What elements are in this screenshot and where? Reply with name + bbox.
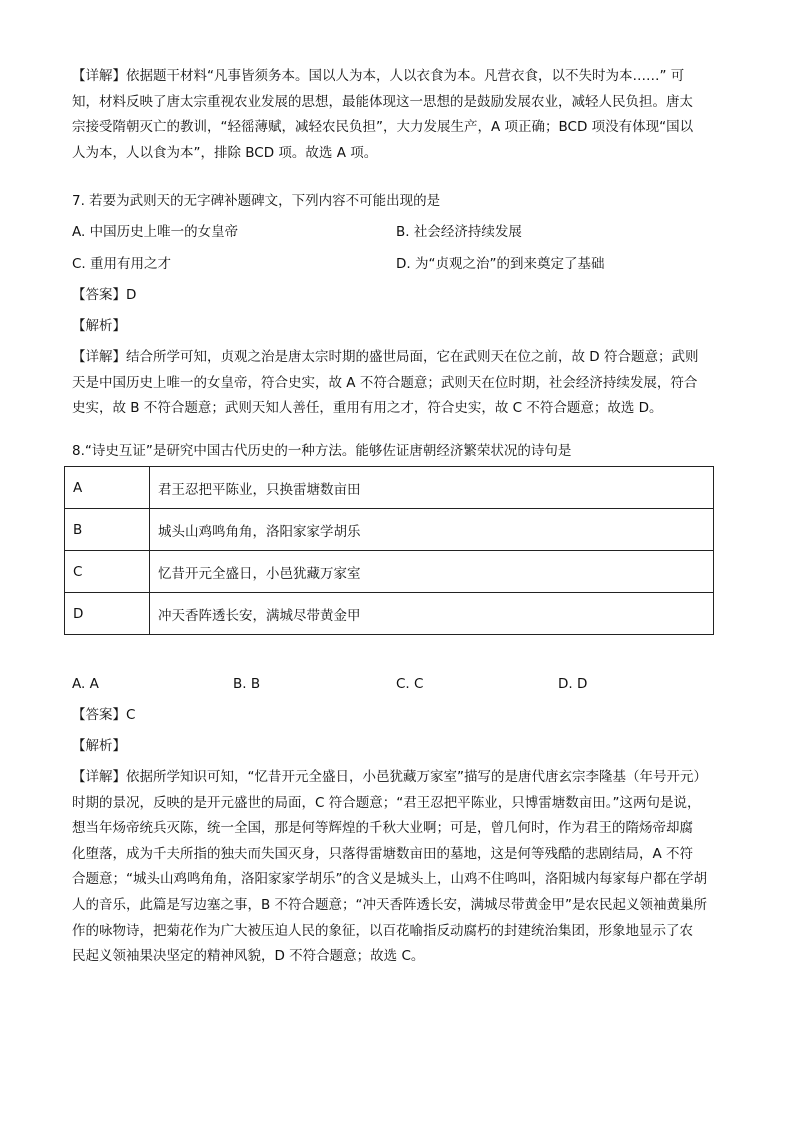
table-cell-poem: 君王忍把平陈业，只换雷塘数亩田	[150, 467, 714, 509]
q8-option-d: D. D	[558, 676, 588, 692]
table-row	[65, 551, 714, 593]
q8-detail-line: 【详解】依据所学知识可知，“忆昔开元全盛日，小邑犹藏万家室”描写的是唐代唐玄宗李隆基（年号开元）	[72, 769, 707, 785]
q8-answer: 【答案】C	[72, 707, 136, 723]
q7-detail-line: 【详解】结合所学可知，贞观之治是唐太宗时期的盛世局面，它在武则天在位之前，故 D 符合题意；武则	[72, 349, 699, 365]
table-row	[65, 593, 714, 635]
q7-analysis-label: 【解析】	[72, 318, 126, 334]
table-cell-label: A	[65, 467, 150, 509]
q7-option-a: A. 中国历史上唯一的女皇帝	[72, 224, 239, 240]
q8-option-a: A. A	[72, 676, 99, 692]
q8-detail-line: 民起义领袖果决坚定的精神风貌，D 不符合题意；故选 C。	[72, 948, 425, 965]
table-row	[65, 509, 714, 551]
table-cell-poem: 城头山鸡鸣角角，洛阳家家学胡乐	[150, 509, 714, 551]
q7-option-d: D. 为“贞观之治”的到来奠定了基础	[396, 256, 605, 272]
q8-detail-line: 作的咏物诗，把菊花作为广大被压迫人民的象征，以百花喻指反动腐朽的封建统治集团，形象地显示了农	[72, 922, 693, 939]
q8-detail-line: 化堕落，成为千夫所指的独夫而失国灭身，只落得雷塘数亩田的墓地，这是何等残酷的悲剧结局，A 不符	[72, 845, 694, 862]
q8-detail-line: 人的音乐，此篇是写边塞之事，B 不符合题意；“冲天香阵透长安，满城尽带黄金甲”是农民起义领袖黄巢所	[72, 896, 708, 913]
table-cell-poem: 冲天香阵透长安，满城尽带黄金甲	[150, 593, 714, 635]
table-row	[65, 467, 714, 509]
table-cell-label: B	[65, 509, 150, 551]
q7-stem: 7. 若要为武则天的无字碑补题碑文，下列内容不可能出现的是	[72, 193, 441, 209]
q6-detail-line: 宗接受隋朝灭亡的教训，“轻徭薄赋，减轻农民负担”，大力发展生产，A 项正确；BCD 项没有体现“国以	[72, 119, 694, 136]
q8-detail-line: 想当年炀帝统兵灭陈，统一全国，那是何等辉煌的千秋大业啊；可是，曾几何时，作为君王的隋炀帝却腐	[72, 820, 693, 837]
q8-option-b: B. B	[233, 676, 261, 692]
q7-option-c: C. 重用有用之才	[72, 256, 172, 272]
q6-detail	[72, 64, 722, 166]
table-cell-label: C	[65, 551, 150, 593]
q6-detail-line: 人为本，人以食为本”，排除 BCD 项。故选 A 项。	[72, 144, 378, 161]
q8-detail	[72, 765, 722, 970]
q8-stem: 8.“诗史互证”是研究中国古代历史的一种方法。能够佐证唐朝经济繁荣状况的诗句是	[72, 443, 572, 459]
q8-options-table	[64, 466, 714, 635]
table-cell-poem: 忆昔开元全盛日，小邑犹藏万家室	[150, 551, 714, 593]
table-cell-label: D	[65, 593, 150, 635]
q8-detail-line: 合题意；“城头山鸡鸣角角，洛阳家家学胡乐”的含义是城头上，山鸡不住鸣叫，洛阳城内每家每户都在学胡	[72, 871, 707, 888]
q8-detail-line: 时期的景况，反映的是开元盛世的局面，C 符合题意；“君王忍把平陈业，只博雷塘数亩田。”这两句是说，	[72, 794, 701, 811]
q7-answer: 【答案】D	[72, 287, 137, 303]
q7-detail	[72, 345, 722, 422]
q6-detail-line: 知，材料反映了唐太宗重视农业发展的思想，最能体现这一思想的是鼓励发展农业，减轻人民负担。唐太	[72, 93, 693, 110]
q8-analysis-label: 【解析】	[72, 738, 126, 754]
q8-option-c: C. C	[396, 676, 424, 692]
q6-detail-line: 【详解】依据题干材料“凡事皆须务本。国以人为本，人以衣食为本。凡营衣食，以不失时为本……” 可	[72, 68, 685, 84]
q7-option-b: B. 社会经济持续发展	[396, 224, 522, 240]
q7-detail-line: 天是中国历史上唯一的女皇帝，符合史实，故 A 不符合题意；武则天在位时期，社会经济持续发展，符合	[72, 374, 698, 391]
q7-detail-line: 史实，故 B 不符合题意；武则天知人善任，重用有用之才，符合史实，故 C 不符合题意；故选 D。	[72, 400, 663, 417]
